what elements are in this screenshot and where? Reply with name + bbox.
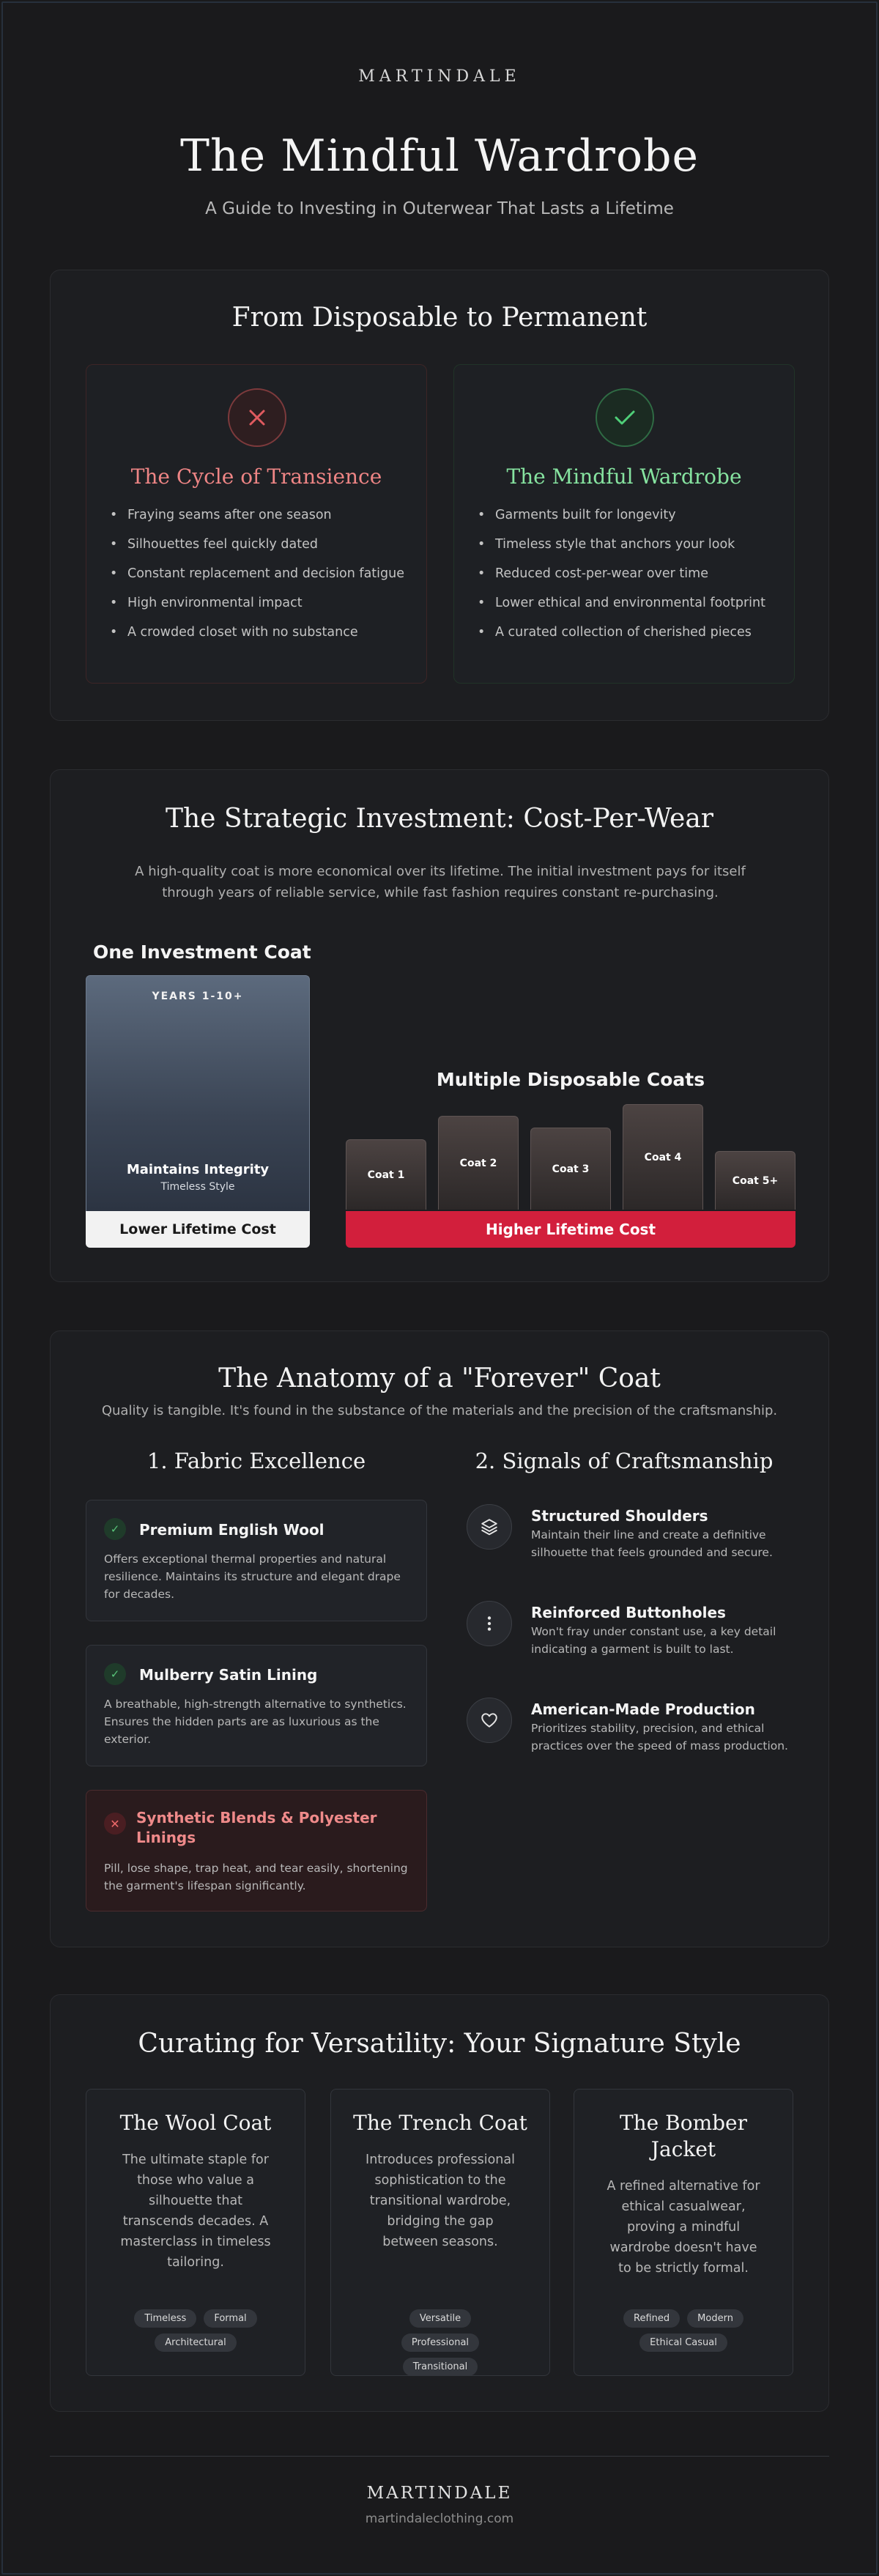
style-tag: Timeless xyxy=(134,2309,196,2328)
list-item: • Constant replacement and decision fatigue xyxy=(108,564,409,583)
signal-desc: Won't fray under constant use, a key detail indicating a garment is built to last. xyxy=(531,1625,776,1656)
vertical-dots-icon xyxy=(467,1601,512,1646)
anatomy-subtitle: Quality is tangible. It's found in the substance of the materials and the precision of the craftsmanship. xyxy=(101,1403,778,1418)
fabric-column-title: 1. Fabric Excellence xyxy=(146,1448,366,1473)
footer-divider xyxy=(50,2456,829,2457)
fabric-desc: Pill, lose shape, trap heat, and tear easily, shortening the garment's lifespan significantly. xyxy=(104,1862,408,1892)
transience-title: The Cycle of Transience xyxy=(130,465,382,489)
higher-cost-label: Higher Lifetime Cost xyxy=(346,1211,795,1248)
list-item: • Fraying seams after one season xyxy=(108,506,409,525)
investment-section xyxy=(50,769,829,1282)
fabric-desc: A breathable, high-strength alternative to synthetics. Ensures the hidden parts are as luxurious as the exterior. xyxy=(104,1698,407,1746)
investment-description: A high-quality coat is more economical over its lifetime. The initial investment pays for itself through years of reliable service, while fast fashion requires constant re-purchasing. xyxy=(135,864,746,900)
signal-title: American-Made Production xyxy=(531,1700,755,1718)
fabric-card-lining xyxy=(86,1645,427,1766)
check-icon xyxy=(596,388,654,447)
fabric-desc: Offers exceptional thermal properties and natural resilience. Maintains its structure and elegant drape for decades. xyxy=(104,1552,401,1601)
style-tags xyxy=(611,2309,756,2352)
signal-desc: Prioritizes stability, precision, and ethical practices over the speed of mass production. xyxy=(531,1722,788,1753)
list-item: • Timeless style that anchors your look xyxy=(476,535,776,554)
integrity-label: Maintains Integrity xyxy=(126,1162,270,1177)
disposable-coat: Coat 2 xyxy=(438,1116,519,1210)
style-card-trench xyxy=(330,2089,550,2376)
versatility-title: Curating for Versatility: Your Signature Style xyxy=(138,2029,741,2059)
years-label: YEARS 1-10+ xyxy=(152,991,244,1002)
list-item: • A crowded closet with no substance xyxy=(108,623,409,642)
transience-list xyxy=(108,506,409,652)
signal-title: Reinforced Buttonholes xyxy=(531,1604,726,1621)
page-title: The Mindful Wardrobe xyxy=(179,130,700,182)
style-tag: Versatile xyxy=(409,2309,471,2328)
fabric-title: Mulberry Satin Lining xyxy=(139,1666,318,1684)
disposable-coat: Coat 3 xyxy=(530,1128,611,1210)
anatomy-title: The Anatomy of a "Forever" Coat xyxy=(218,1363,661,1394)
investment-title: The Strategic Investment: Cost-Per-Wear xyxy=(165,804,714,834)
disposable-coat: Coat 5+ xyxy=(715,1151,795,1210)
style-tag: Transitional xyxy=(403,2358,478,2376)
x-icon: ✕ xyxy=(104,1813,126,1835)
style-card-title: The Trench Coat xyxy=(353,2111,527,2135)
footer-url-link[interactable]: martindaleclothing.com xyxy=(365,2512,514,2526)
style-tag: Professional xyxy=(401,2333,479,2352)
list-item: • Garments built for longevity xyxy=(476,506,776,525)
page-subtitle: A Guide to Investing in Outerwear That Lasts a Lifetime xyxy=(205,199,674,218)
check-icon: ✓ xyxy=(104,1518,126,1540)
style-card-desc: The ultimate staple for those who value a silhouette that transcends decades. A masterclass in timeless tailoring. xyxy=(120,2153,271,2270)
fabric-title: Premium English Wool xyxy=(139,1521,324,1539)
versatility-section xyxy=(50,1994,829,2412)
style-tag: Modern xyxy=(687,2309,743,2328)
style-tags xyxy=(368,2309,513,2376)
lower-cost-label: Lower Lifetime Cost xyxy=(86,1211,310,1248)
fabric-card-wool xyxy=(86,1500,427,1621)
comparison-section xyxy=(50,270,829,721)
list-item: • Reduced cost-per-wear over time xyxy=(476,564,776,583)
anatomy-section xyxy=(50,1330,829,1947)
style-card-title: The Bomber Jacket xyxy=(619,2111,748,2161)
style-card-title: The Wool Coat xyxy=(119,2111,272,2135)
list-item: • Silhouettes feel quickly dated xyxy=(108,535,409,554)
style-tag: Formal xyxy=(204,2309,256,2328)
fabric-card-synthetic xyxy=(86,1790,427,1911)
style-tag: Refined xyxy=(623,2309,680,2328)
heart-icon xyxy=(467,1698,512,1743)
investment-coat-bar xyxy=(86,975,310,1211)
timeless-label: Timeless Style xyxy=(160,1181,235,1193)
footer-brand: MARTINDALE xyxy=(366,2484,513,2503)
transience-card xyxy=(86,364,427,684)
x-icon xyxy=(228,388,286,447)
list-item: • High environmental impact xyxy=(108,593,409,612)
disposable-coats-heading: Multiple Disposable Coats xyxy=(436,1069,705,1090)
style-card-wool xyxy=(86,2089,305,2376)
style-card-desc: A refined alternative for ethical casualwear, proving a mindful wardrobe doesn't have to be strictly formal. xyxy=(607,2179,760,2276)
comparison-title: From Disposable to Permanent xyxy=(231,303,648,333)
style-tag: Architectural xyxy=(155,2333,236,2352)
disposable-coat: Coat 1 xyxy=(346,1139,426,1210)
check-icon: ✓ xyxy=(104,1663,126,1685)
mindful-list xyxy=(476,506,776,652)
mindful-card xyxy=(453,364,795,684)
disposable-coat: Coat 4 xyxy=(623,1104,703,1210)
fabric-title: Synthetic Blends & Polyester Linings xyxy=(136,1809,377,1846)
style-tag: Ethical Casual xyxy=(639,2333,727,2352)
signal-desc: Maintain their line and create a definitive silhouette that feels grounded and secure. xyxy=(531,1528,773,1559)
investment-coat-heading: One Investment Coat xyxy=(93,941,311,963)
craft-column-title: 2. Signals of Craftsmanship xyxy=(475,1448,774,1473)
list-item: • Lower ethical and environmental footprint xyxy=(476,593,776,612)
style-card-bomber xyxy=(574,2089,793,2376)
style-card-desc: Introduces professional sophistication to the transitional wardrobe, bridging the gap between seasons. xyxy=(366,2153,515,2249)
style-tags xyxy=(123,2309,268,2352)
mindful-title: The Mindful Wardrobe xyxy=(506,465,742,489)
signal-title: Structured Shoulders xyxy=(531,1507,708,1525)
layers-icon xyxy=(467,1504,512,1550)
list-item: • A curated collection of cherished pieces xyxy=(476,623,776,642)
brand-logo: MARTINDALE xyxy=(358,67,521,86)
